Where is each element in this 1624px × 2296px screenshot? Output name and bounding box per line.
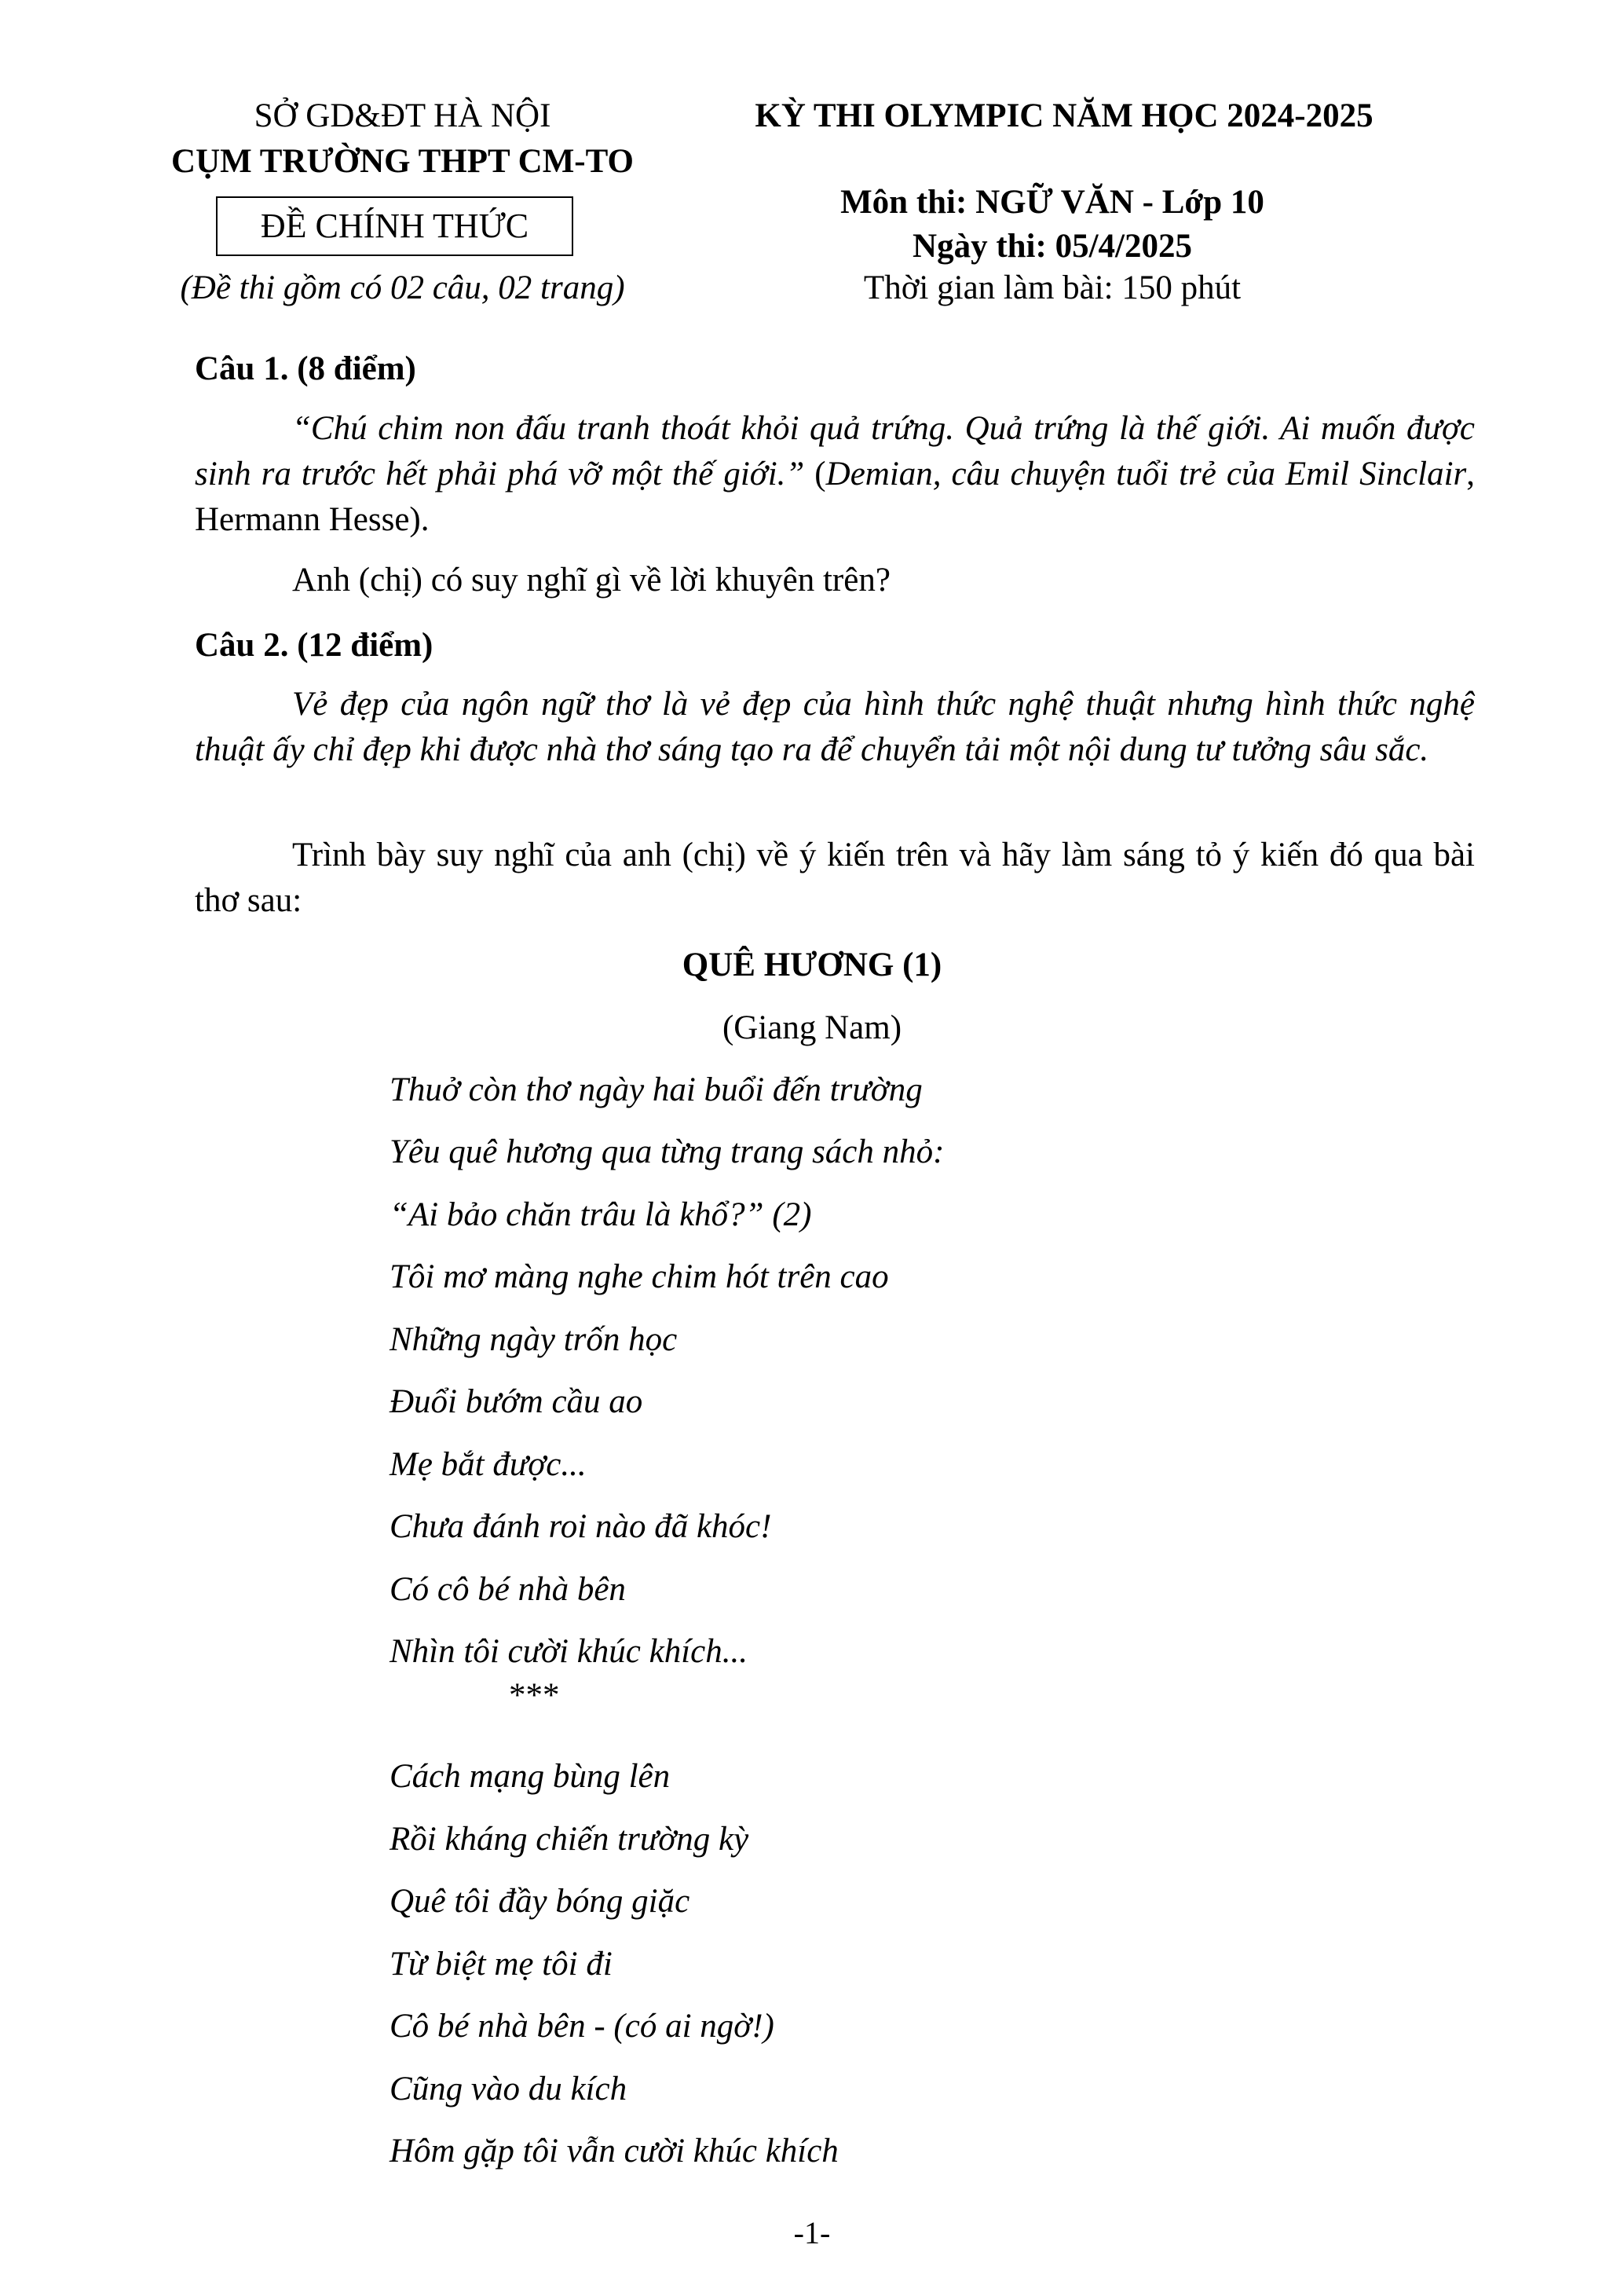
question1-quote: “Chú chim non đấu tranh thoát khỏi quả trứng. Quả trứng là thế giới. Ai muốn được sinh ra trước hết phải phá vỡ một thế giới.” bbox=[195, 410, 1475, 493]
poem-line: Có cô bé nhà bên bbox=[390, 1571, 626, 1608]
question2-prompt: Trình bày suy nghĩ của anh (chị) về ý kiến trên và hãy làm sáng tỏ ý kiến đó qua bài thơ sau: bbox=[195, 837, 1475, 919]
poem-line: Nhìn tôi cười khúc khích... bbox=[390, 1633, 748, 1670]
exam-title: KỲ THI OLYMPIC NĂM HỌC 2024-2025 bbox=[755, 97, 1373, 134]
exam-page-note: (Đề thi gồm có 02 câu, 02 trang) bbox=[180, 269, 625, 306]
exam-duration: Thời gian làm bài: 150 phút bbox=[863, 269, 1242, 306]
poem-line: Cũng vào du kích bbox=[390, 2071, 627, 2107]
question2-statement: Vẻ đẹp của ngôn ngữ thơ là vẻ đẹp của hình thức nghệ thuật nhưng hình thức nghệ thuật ấy chỉ đẹp khi được nhà thơ sáng tạo ra để chuyển tải một nội dung tư tưởng sâu sắc. bbox=[195, 686, 1475, 768]
question1-source-title: Demian, câu chuyện tuổi trẻ của Emil Sinclair bbox=[825, 456, 1467, 493]
poem-line: Những ngày trốn học bbox=[390, 1321, 678, 1358]
poem-line: “Ai bảo chăn trâu là khổ?” (2) bbox=[390, 1196, 812, 1233]
question1-source-open: ( bbox=[804, 456, 826, 493]
question1-prompt: Anh (chị) có suy nghĩ gì về lời khuyên trên? bbox=[292, 562, 891, 599]
poem-line: Chưa đánh roi nào đã khóc! bbox=[390, 1508, 772, 1545]
poem-line: Đuổi bướm cầu ao bbox=[390, 1383, 643, 1420]
exam-subject: Môn thi: NGỮ VĂN - Lớp 10 bbox=[840, 184, 1264, 221]
poem-line: Mẹ bắt được... bbox=[390, 1446, 587, 1483]
poem-line: Yêu quê hương qua từng trang sách nhỏ: bbox=[390, 1133, 945, 1170]
official-exam-box bbox=[216, 196, 573, 256]
page-number: -1- bbox=[793, 2215, 831, 2250]
poem-line: Rồi kháng chiến trường kỳ bbox=[390, 1821, 749, 1858]
poem-line: Quê tôi đầy bóng giặc bbox=[390, 1883, 690, 1920]
question1-quote-paragraph bbox=[195, 406, 1475, 543]
poem-line: Hôm gặp tôi vẫn cười khúc khích bbox=[390, 2133, 839, 2170]
poem-line: Tôi mơ màng nghe chim hót trên cao bbox=[390, 1258, 889, 1295]
question1-heading: Câu 1. (8 điểm) bbox=[195, 350, 416, 387]
poem-line: Thuở còn thơ ngày hai buổi đến trường bbox=[390, 1071, 923, 1108]
question1-source-author: , Hermann Hesse). bbox=[195, 456, 1476, 538]
official-exam-label: ĐỀ CHÍNH THỨC bbox=[260, 206, 529, 245]
poem-title: QUÊ HƯƠNG (1) bbox=[682, 947, 942, 983]
poem-author: (Giang Nam) bbox=[722, 1009, 902, 1046]
poem-line: Cách mạng bùng lên bbox=[390, 1758, 671, 1795]
exam-date: Ngày thi: 05/4/2025 bbox=[913, 228, 1192, 265]
school-cluster-name: CỤM TRƯỜNG THPT CM-TO bbox=[171, 143, 634, 180]
poem-stanza-separator: *** bbox=[509, 1677, 560, 1714]
poem-line: Từ biệt mẹ tôi đi bbox=[390, 1946, 613, 1983]
poem-line: Cô bé nhà bên - (có ai ngờ!) bbox=[390, 2008, 774, 2045]
department-name: SỞ GD&ĐT HÀ NỘI bbox=[254, 97, 551, 134]
question2-heading: Câu 2. (12 điểm) bbox=[195, 627, 433, 664]
